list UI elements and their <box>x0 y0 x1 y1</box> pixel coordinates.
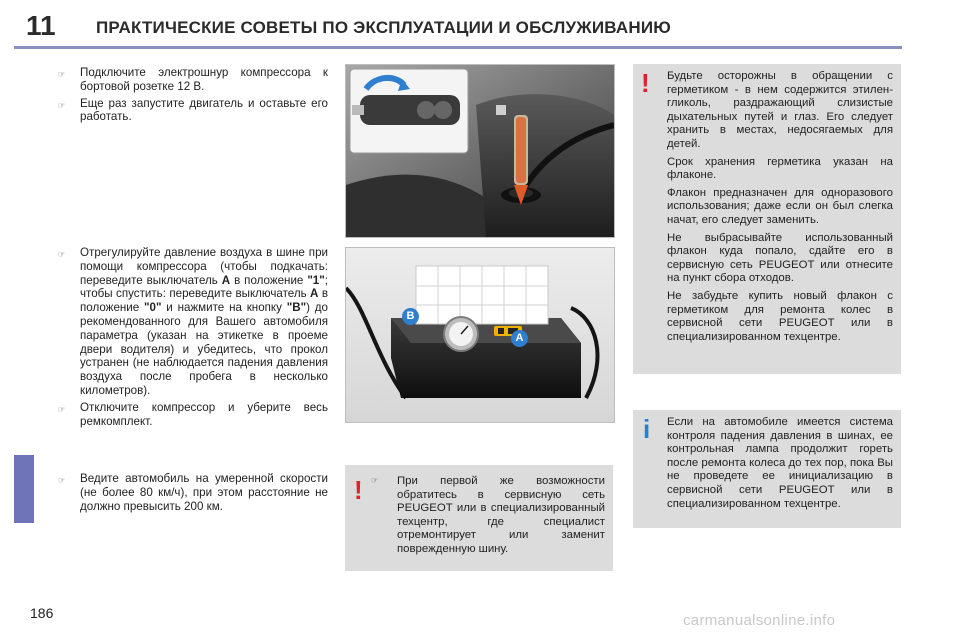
emphasis-text: "1" <box>307 273 325 287</box>
emphasis-text: "0" <box>144 301 162 315</box>
body-text: ; чтобы спустить: переведите выключатель <box>80 273 328 301</box>
photo-compressor <box>345 247 615 423</box>
body-text: Отрегулируйте давление воздуха в шине при помощи компрессора (чтобы подкачать: переведите выключатель <box>80 246 328 287</box>
label-b-marker: B <box>402 308 419 325</box>
instruction-text: Еще раз запустите двигатель и оставьте его работать. <box>80 96 328 124</box>
pointing-hand-icon: ☞ <box>58 476 66 485</box>
page-number: 186 <box>30 605 54 621</box>
photo-ignition-and-socket-illustration <box>346 65 614 237</box>
photo-ignition-and-socket <box>345 64 615 238</box>
list-item <box>58 401 328 429</box>
chapter-number: 11 <box>26 10 56 41</box>
photo-compressor-illustration <box>346 248 614 422</box>
paragraph: Срок хранения герметика указан на флаконе. <box>667 155 893 182</box>
header-rule <box>14 46 902 49</box>
body-text: в положение <box>230 273 308 287</box>
body-text: в положение <box>80 287 328 315</box>
warning-icon: ! <box>354 475 363 505</box>
sealant-warning-box <box>633 64 901 374</box>
list-item <box>58 246 328 398</box>
pointing-hand-icon: ☞ <box>58 70 66 79</box>
emphasis-text: A <box>310 287 319 301</box>
paragraph: Не забудьте купить новый флакон с герметиком для ремонта колес в сервисной сети PEUGEOT или в специализированном техцентре. <box>667 289 893 343</box>
watermark: carmanualsonline.info <box>683 612 836 629</box>
paragraph: Флакон предназначен для одноразового использования; даже если он был слегка начат, его следует заменить. <box>667 186 893 226</box>
body-text: Отключите компрессор и уберите весь ремкомплект. <box>80 400 328 428</box>
warning-icon: ! <box>641 68 650 98</box>
emphasis-text: A <box>221 273 231 287</box>
chapter-side-tab <box>14 455 34 523</box>
body-text: и нажмите на кнопку <box>161 301 287 315</box>
pointing-hand-icon: ☞ <box>58 404 66 414</box>
emphasis-text: "B" <box>286 301 307 315</box>
list-item <box>58 472 328 513</box>
paragraph: Не выбрасывайте использованный флакон куда попало, сдайте его в сервисную сеть PEUGEOT или отнесите на пункт сбора отходов. <box>667 231 893 285</box>
paragraph: Будьте осторожны в обращении с герметиком - в нем содержится этилен-гликоль, раздражающий слизистые дыхательных путей и глаз. Его следует хранить в местах, недосягаемых для детей. <box>667 70 893 150</box>
instructions-block-1 <box>58 66 328 127</box>
chapter-title: ПРАКТИЧЕСКИЕ СОВЕТЫ ПО ЭКСПЛУАТАЦИИ И ОБСЛУЖИВАНИЮ <box>96 18 671 37</box>
sealant-warning-text <box>667 70 893 348</box>
body-text: ) до рекомендованного для Вашего автомобиля параметра (указан на этикетке в проеме двери водителя) и убедитесь, что прокол устранен (не наблюдается падения давления воздуха после пробега в несколько километров). <box>80 301 328 397</box>
list-item <box>58 97 328 125</box>
instructions-block-2 <box>58 246 328 431</box>
instruction-text <box>80 246 328 398</box>
pointing-hand-icon: ☞ <box>58 100 66 110</box>
instruction-text: Ведите автомобиль на умеренной скорости (не более 80 км/ч), при этом расстояние не должно превысить 200 км. <box>80 472 328 513</box>
instruction-text: Подключите электрошнур компрессора к бортовой розетке 12 В. <box>80 66 328 93</box>
pointing-hand-icon: ☞ <box>371 476 379 485</box>
list-item <box>58 66 328 94</box>
service-warning-text: При первой же возможности обратитесь в сервисную сеть PEUGEOT или в специализированный техцентр, где специалист отремонтирует или заменит поврежденную шину. <box>397 475 605 555</box>
tpms-info-text: Если на автомобиле имеется система контроля падения давления в шинах, ее контрольная лампа продолжит гореть после ремонта колеса до тех пор, пока Вы не проведете ее инициализацию в сервисной сети PEUGEOT или в специализированном техцентре. <box>667 416 893 510</box>
label-a-marker: A <box>511 330 528 347</box>
instruction-text <box>80 401 328 429</box>
instructions-block-3 <box>58 472 328 516</box>
tpms-info-box <box>633 410 901 528</box>
pointing-hand-icon: ☞ <box>58 250 66 259</box>
service-warning-box <box>345 465 613 571</box>
info-icon: i <box>643 414 651 444</box>
